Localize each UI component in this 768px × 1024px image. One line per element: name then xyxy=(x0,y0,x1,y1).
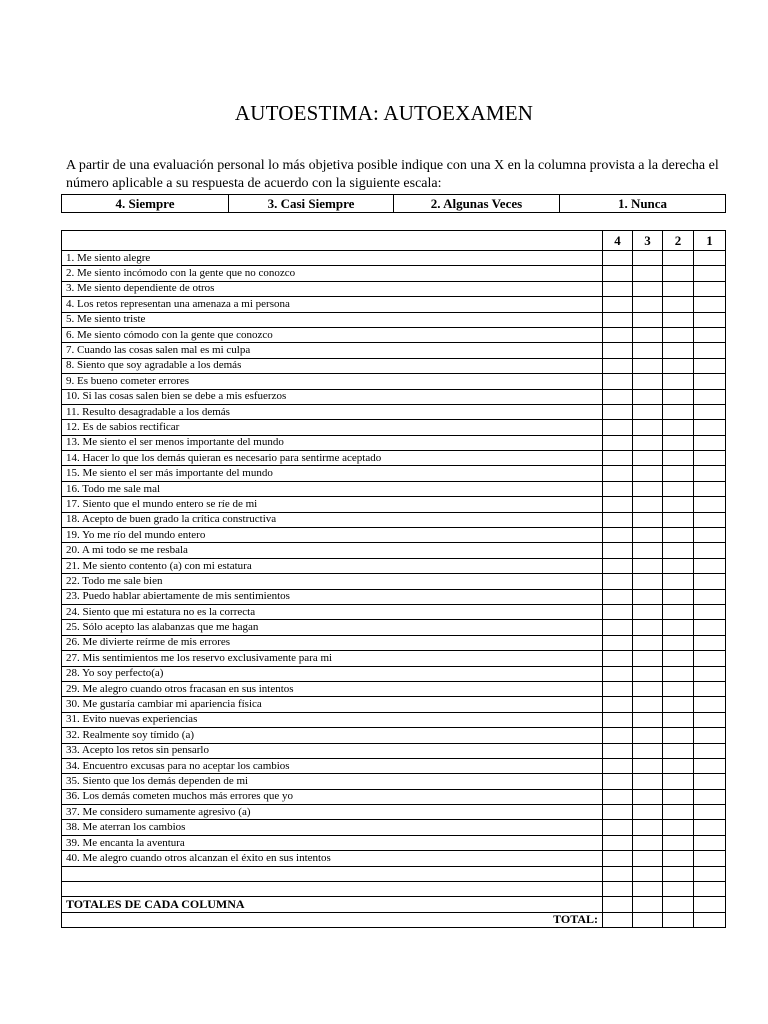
table-row xyxy=(62,851,726,866)
answer-box-4[interactable] xyxy=(603,651,633,666)
item-text: 34. Encuentro excusas para no aceptar los cambios xyxy=(62,758,603,773)
answer-box-2[interactable] xyxy=(663,343,694,358)
answer-box-1[interactable] xyxy=(694,574,726,589)
answer-box-2[interactable] xyxy=(663,866,694,881)
answer-box-4[interactable] xyxy=(603,912,633,927)
answer-box-1[interactable] xyxy=(694,251,726,266)
answer-box-1[interactable] xyxy=(694,558,726,573)
answer-box-3[interactable] xyxy=(633,466,663,481)
item-text: 36. Los demás cometen muchos más errores que yo xyxy=(62,789,603,804)
answer-box-4[interactable] xyxy=(603,528,633,543)
answer-box-4[interactable] xyxy=(603,404,633,419)
answer-box-2[interactable] xyxy=(663,835,694,850)
item-text: 35. Siento que los demás dependen de mi xyxy=(62,774,603,789)
answer-box-4[interactable] xyxy=(603,497,633,512)
answer-box-3[interactable] xyxy=(633,743,663,758)
table-row xyxy=(62,481,726,496)
answer-box-3[interactable] xyxy=(633,835,663,850)
answer-box-2[interactable] xyxy=(663,281,694,296)
answer-box-4[interactable] xyxy=(603,882,633,897)
answer-box-1[interactable] xyxy=(694,327,726,342)
item-text: 33. Acepto los retos sin pensarlo xyxy=(62,743,603,758)
table-row xyxy=(62,728,726,743)
answer-box-1[interactable] xyxy=(694,589,726,604)
answer-box-3[interactable] xyxy=(633,374,663,389)
answer-box-2[interactable] xyxy=(663,743,694,758)
item-text: 38. Me aterran los cambios xyxy=(62,820,603,835)
answer-box-2[interactable] xyxy=(663,543,694,558)
answer-box-3[interactable] xyxy=(633,681,663,696)
answer-box-1[interactable] xyxy=(694,266,726,281)
answer-box-1[interactable] xyxy=(694,774,726,789)
item-text: 30. Me gustaría cambiar mi apariencia física xyxy=(62,697,603,712)
answer-box-1[interactable] xyxy=(694,681,726,696)
answer-box-4[interactable] xyxy=(603,451,633,466)
answer-box-3[interactable] xyxy=(633,281,663,296)
answer-box-2[interactable] xyxy=(663,389,694,404)
table-row xyxy=(62,620,726,635)
item-text: 11. Resulto desagradable a los demás xyxy=(62,404,603,419)
item-text: TOTAL: xyxy=(62,912,603,927)
answer-box-2[interactable] xyxy=(663,604,694,619)
answer-box-1[interactable] xyxy=(694,297,726,312)
item-text: TOTALES DE CADA COLUMNA xyxy=(62,897,603,912)
answer-box-2[interactable] xyxy=(663,481,694,496)
document-title: AUTOESTIMA: AUTOEXAMEN xyxy=(234,101,534,125)
table-row xyxy=(62,327,726,342)
answer-box-4[interactable] xyxy=(603,712,633,727)
item-text: 6. Me siento cómodo con la gente que conozco xyxy=(62,327,603,342)
item-text: 3. Me siento dependiente de otros xyxy=(62,281,603,296)
item-text: 40. Me alegro cuando otros alcanzan el éxito en sus intentos xyxy=(62,851,603,866)
answer-box-3[interactable] xyxy=(633,728,663,743)
answer-box-2[interactable] xyxy=(663,266,694,281)
answer-box-3[interactable] xyxy=(633,666,663,681)
answer-box-4[interactable] xyxy=(603,543,633,558)
table-row xyxy=(62,404,726,419)
answer-box-1[interactable] xyxy=(694,404,726,419)
answer-box-3[interactable] xyxy=(633,851,663,866)
answer-box-2[interactable] xyxy=(663,327,694,342)
answer-box-1[interactable] xyxy=(694,420,726,435)
answer-box-2[interactable] xyxy=(663,297,694,312)
column-totals-row xyxy=(62,897,726,912)
answer-box-1[interactable] xyxy=(694,604,726,619)
header-blank-cell xyxy=(62,231,603,251)
item-text: 39. Me encanta la aventura xyxy=(62,835,603,850)
answer-box-1[interactable] xyxy=(694,666,726,681)
table-row xyxy=(62,774,726,789)
scale-always: 4. Siempre xyxy=(62,195,229,213)
table-row xyxy=(62,389,726,404)
item-text: 17. Siento que el mundo entero se ríe de mi xyxy=(62,497,603,512)
answer-box-2[interactable] xyxy=(663,589,694,604)
item-text: 26. Me divierte reírme de mis errores xyxy=(62,635,603,650)
answer-box-1[interactable] xyxy=(694,343,726,358)
answer-box-2[interactable] xyxy=(663,620,694,635)
item-text: 4. Los retos representan una amenaza a mi persona xyxy=(62,297,603,312)
item-text: 27. Mis sentimientos me los reservo exclusivamente para mi xyxy=(62,651,603,666)
answer-box-2[interactable] xyxy=(663,512,694,527)
answer-box-1[interactable] xyxy=(694,281,726,296)
answer-box-3[interactable] xyxy=(633,266,663,281)
answer-box-2[interactable] xyxy=(663,528,694,543)
item-text: 20. A mi todo se me resbala xyxy=(62,543,603,558)
answer-box-4[interactable] xyxy=(603,466,633,481)
table-row xyxy=(62,297,726,312)
item-text: 7. Cuando las cosas salen mal es mi culpa xyxy=(62,343,603,358)
answer-box-3[interactable] xyxy=(633,327,663,342)
answer-box-3[interactable] xyxy=(633,358,663,373)
blank-cell xyxy=(62,882,603,897)
scale-almost-always: 3. Casi Siempre xyxy=(229,195,394,213)
blank-row xyxy=(62,882,726,897)
answer-box-1[interactable] xyxy=(694,712,726,727)
answer-box-4[interactable] xyxy=(603,374,633,389)
table-row xyxy=(62,712,726,727)
instructions-paragraph: A partir de una evaluación personal lo más objetiva posible indique con una X en la columna provista a la derecha el número aplicable a su respuesta de acuerdo con la siguiente escala: xyxy=(66,158,719,191)
answer-box-4[interactable] xyxy=(603,851,633,866)
table-row xyxy=(62,681,726,696)
column-header-1: 1 xyxy=(694,231,726,251)
answer-box-3[interactable] xyxy=(633,558,663,573)
answer-box-2[interactable] xyxy=(663,897,694,912)
column-header-4: 4 xyxy=(603,231,633,251)
answer-box-4[interactable] xyxy=(603,589,633,604)
table-row xyxy=(62,266,726,281)
answer-box-4[interactable] xyxy=(603,820,633,835)
answer-box-3[interactable] xyxy=(633,897,663,912)
answer-box-3[interactable] xyxy=(633,866,663,881)
answer-box-3[interactable] xyxy=(633,620,663,635)
answer-box-2[interactable] xyxy=(663,404,694,419)
table-row xyxy=(62,374,726,389)
answer-box-3[interactable] xyxy=(633,528,663,543)
answer-box-1[interactable] xyxy=(694,912,726,927)
answer-box-2[interactable] xyxy=(663,420,694,435)
answer-box-3[interactable] xyxy=(633,758,663,773)
item-text: 29. Me alegro cuando otros fracasan en sus intentos xyxy=(62,681,603,696)
answer-box-1[interactable] xyxy=(694,651,726,666)
answer-box-4[interactable] xyxy=(603,558,633,573)
answer-box-2[interactable] xyxy=(663,758,694,773)
answer-box-3[interactable] xyxy=(633,312,663,327)
item-text: 21. Me siento contento (a) con mi estatura xyxy=(62,558,603,573)
answer-box-4[interactable] xyxy=(603,266,633,281)
answer-box-1[interactable] xyxy=(694,851,726,866)
answer-box-1[interactable] xyxy=(694,312,726,327)
answer-box-4[interactable] xyxy=(603,512,633,527)
answer-box-1[interactable] xyxy=(694,805,726,820)
table-row xyxy=(62,543,726,558)
answer-box-2[interactable] xyxy=(663,774,694,789)
answer-box-1[interactable] xyxy=(694,374,726,389)
item-text: 37. Me considero sumamente agresivo (a) xyxy=(62,805,603,820)
answer-box-4[interactable] xyxy=(603,327,633,342)
answer-box-2[interactable] xyxy=(663,851,694,866)
answer-box-3[interactable] xyxy=(633,697,663,712)
answer-box-4[interactable] xyxy=(603,358,633,373)
answer-box-1[interactable] xyxy=(694,451,726,466)
item-text: 19. Yo me río del mundo entero xyxy=(62,528,603,543)
answer-box-1[interactable] xyxy=(694,481,726,496)
answer-box-3[interactable] xyxy=(633,574,663,589)
table-row xyxy=(62,604,726,619)
answer-box-1[interactable] xyxy=(694,543,726,558)
item-text: 16. Todo me sale mal xyxy=(62,481,603,496)
scale-table xyxy=(61,194,726,213)
answer-box-3[interactable] xyxy=(633,589,663,604)
item-text: 15. Me siento el ser más importante del mundo xyxy=(62,466,603,481)
answer-box-3[interactable] xyxy=(633,251,663,266)
item-text: 24. Siento que mi estatura no es la correcta xyxy=(62,604,603,619)
item-text: 32. Realmente soy tímido (a) xyxy=(62,728,603,743)
answer-box-1[interactable] xyxy=(694,389,726,404)
answer-box-4[interactable] xyxy=(603,681,633,696)
table-row xyxy=(62,743,726,758)
table-row xyxy=(62,697,726,712)
answer-box-3[interactable] xyxy=(633,820,663,835)
item-text: 14. Hacer lo que los demás quieran es necesario para sentirme aceptado xyxy=(62,451,603,466)
answer-box-1[interactable] xyxy=(694,466,726,481)
item-text: 28. Yo soy perfecto(a) xyxy=(62,666,603,681)
column-header-3: 3 xyxy=(633,231,663,251)
table-row xyxy=(62,589,726,604)
answer-box-1[interactable] xyxy=(694,497,726,512)
answer-box-2[interactable] xyxy=(663,805,694,820)
table-row xyxy=(62,343,726,358)
answer-box-2[interactable] xyxy=(663,466,694,481)
item-text: 18. Acepto de buen grado la crítica constructiva xyxy=(62,512,603,527)
answer-box-1[interactable] xyxy=(694,528,726,543)
answer-box-4[interactable] xyxy=(603,743,633,758)
answer-box-1[interactable] xyxy=(694,512,726,527)
answer-box-3[interactable] xyxy=(633,882,663,897)
answer-box-3[interactable] xyxy=(633,774,663,789)
item-text: 12. Es de sabios rectificar xyxy=(62,420,603,435)
scale-sometimes: 2. Algunas Veces xyxy=(394,195,560,213)
blank-row xyxy=(62,866,726,881)
answer-box-2[interactable] xyxy=(663,882,694,897)
answer-box-2[interactable] xyxy=(663,251,694,266)
scale-never: 1. Nunca xyxy=(560,195,726,213)
answer-box-2[interactable] xyxy=(663,312,694,327)
table-row xyxy=(62,666,726,681)
table-row xyxy=(62,574,726,589)
answer-box-4[interactable] xyxy=(603,389,633,404)
answer-box-3[interactable] xyxy=(633,451,663,466)
answer-box-4[interactable] xyxy=(603,297,633,312)
table-row xyxy=(62,466,726,481)
answer-box-3[interactable] xyxy=(633,651,663,666)
table-row xyxy=(62,789,726,804)
answer-box-1[interactable] xyxy=(694,358,726,373)
answer-box-3[interactable] xyxy=(633,404,663,419)
table-row xyxy=(62,281,726,296)
item-text: 2. Me siento incómodo con la gente que no conozco xyxy=(62,266,603,281)
answer-box-3[interactable] xyxy=(633,481,663,496)
item-text: 10. Si las cosas salen bien se debe a mis esfuerzos xyxy=(62,389,603,404)
table-row xyxy=(62,497,726,512)
answer-box-3[interactable] xyxy=(633,712,663,727)
answer-box-1[interactable] xyxy=(694,897,726,912)
table-row xyxy=(62,251,726,266)
table-header-row xyxy=(62,231,726,251)
table-row xyxy=(62,820,726,835)
answer-box-2[interactable] xyxy=(663,789,694,804)
answer-box-2[interactable] xyxy=(663,697,694,712)
item-text: 22. Todo me sale bien xyxy=(62,574,603,589)
table-row xyxy=(62,512,726,527)
table-row xyxy=(62,358,726,373)
answer-box-1[interactable] xyxy=(694,728,726,743)
answer-box-2[interactable] xyxy=(663,728,694,743)
column-header-2: 2 xyxy=(663,231,694,251)
answer-box-1[interactable] xyxy=(694,758,726,773)
answer-box-4[interactable] xyxy=(603,281,633,296)
answer-box-3[interactable] xyxy=(633,435,663,450)
answer-box-4[interactable] xyxy=(603,805,633,820)
answer-box-1[interactable] xyxy=(694,743,726,758)
answer-box-4[interactable] xyxy=(603,435,633,450)
answer-box-3[interactable] xyxy=(633,604,663,619)
table-row xyxy=(62,451,726,466)
answer-box-2[interactable] xyxy=(663,681,694,696)
table-row xyxy=(62,558,726,573)
item-text: 23. Puedo hablar abiertamente de mis sentimientos xyxy=(62,589,603,604)
table-row xyxy=(62,312,726,327)
answer-box-4[interactable] xyxy=(603,897,633,912)
table-row xyxy=(62,651,726,666)
answer-box-2[interactable] xyxy=(663,435,694,450)
answer-box-3[interactable] xyxy=(633,912,663,927)
table-row xyxy=(62,420,726,435)
answer-box-1[interactable] xyxy=(694,620,726,635)
answer-box-4[interactable] xyxy=(603,343,633,358)
answer-box-3[interactable] xyxy=(633,297,663,312)
answer-box-4[interactable] xyxy=(603,758,633,773)
answer-box-3[interactable] xyxy=(633,789,663,804)
answer-box-2[interactable] xyxy=(663,712,694,727)
blank-cell xyxy=(62,866,603,881)
answer-box-4[interactable] xyxy=(603,666,633,681)
answer-box-3[interactable] xyxy=(633,420,663,435)
table-row xyxy=(62,835,726,850)
answer-box-2[interactable] xyxy=(663,651,694,666)
answer-box-2[interactable] xyxy=(663,574,694,589)
answer-box-1[interactable] xyxy=(694,835,726,850)
answer-box-4[interactable] xyxy=(603,251,633,266)
answer-box-2[interactable] xyxy=(663,451,694,466)
item-text: 8. Siento que soy agradable a los demás xyxy=(62,358,603,373)
table-row xyxy=(62,528,726,543)
answer-box-3[interactable] xyxy=(633,543,663,558)
answer-box-4[interactable] xyxy=(603,728,633,743)
table-row xyxy=(62,435,726,450)
answer-box-1[interactable] xyxy=(694,789,726,804)
questionnaire-table xyxy=(61,230,726,928)
answer-box-2[interactable] xyxy=(663,912,694,927)
answer-box-1[interactable] xyxy=(694,697,726,712)
answer-box-2[interactable] xyxy=(663,358,694,373)
answer-box-4[interactable] xyxy=(603,789,633,804)
answer-box-4[interactable] xyxy=(603,774,633,789)
table-row xyxy=(62,635,726,650)
answer-box-4[interactable] xyxy=(603,866,633,881)
answer-box-4[interactable] xyxy=(603,620,633,635)
answer-box-4[interactable] xyxy=(603,574,633,589)
answer-box-2[interactable] xyxy=(663,820,694,835)
answer-box-4[interactable] xyxy=(603,697,633,712)
table-row xyxy=(62,805,726,820)
item-text: 25. Sólo acepto las alabanzas que me hagan xyxy=(62,620,603,635)
answer-box-1[interactable] xyxy=(694,435,726,450)
answer-box-4[interactable] xyxy=(603,312,633,327)
answer-box-1[interactable] xyxy=(694,635,726,650)
grand-total-row xyxy=(62,912,726,927)
answer-box-3[interactable] xyxy=(633,497,663,512)
answer-box-4[interactable] xyxy=(603,835,633,850)
answer-box-3[interactable] xyxy=(633,635,663,650)
answer-box-2[interactable] xyxy=(663,374,694,389)
answer-box-1[interactable] xyxy=(694,820,726,835)
answer-box-1[interactable] xyxy=(694,882,726,897)
answer-box-3[interactable] xyxy=(633,389,663,404)
item-text: 5. Me siento triste xyxy=(62,312,603,327)
item-text: 13. Me siento el ser menos importante del mundo xyxy=(62,435,603,450)
answer-box-4[interactable] xyxy=(603,604,633,619)
answer-box-4[interactable] xyxy=(603,481,633,496)
answer-box-2[interactable] xyxy=(663,635,694,650)
answer-box-1[interactable] xyxy=(694,866,726,881)
answer-box-3[interactable] xyxy=(633,805,663,820)
item-text: 31. Evito nuevas experiencias xyxy=(62,712,603,727)
answer-box-3[interactable] xyxy=(633,512,663,527)
answer-box-2[interactable] xyxy=(663,666,694,681)
item-text: 1. Me siento alegre xyxy=(62,251,603,266)
answer-box-3[interactable] xyxy=(633,343,663,358)
table-row xyxy=(62,758,726,773)
answer-box-4[interactable] xyxy=(603,635,633,650)
answer-box-4[interactable] xyxy=(603,420,633,435)
item-text: 9. Es bueno cometer errores xyxy=(62,374,603,389)
answer-box-2[interactable] xyxy=(663,558,694,573)
answer-box-2[interactable] xyxy=(663,497,694,512)
